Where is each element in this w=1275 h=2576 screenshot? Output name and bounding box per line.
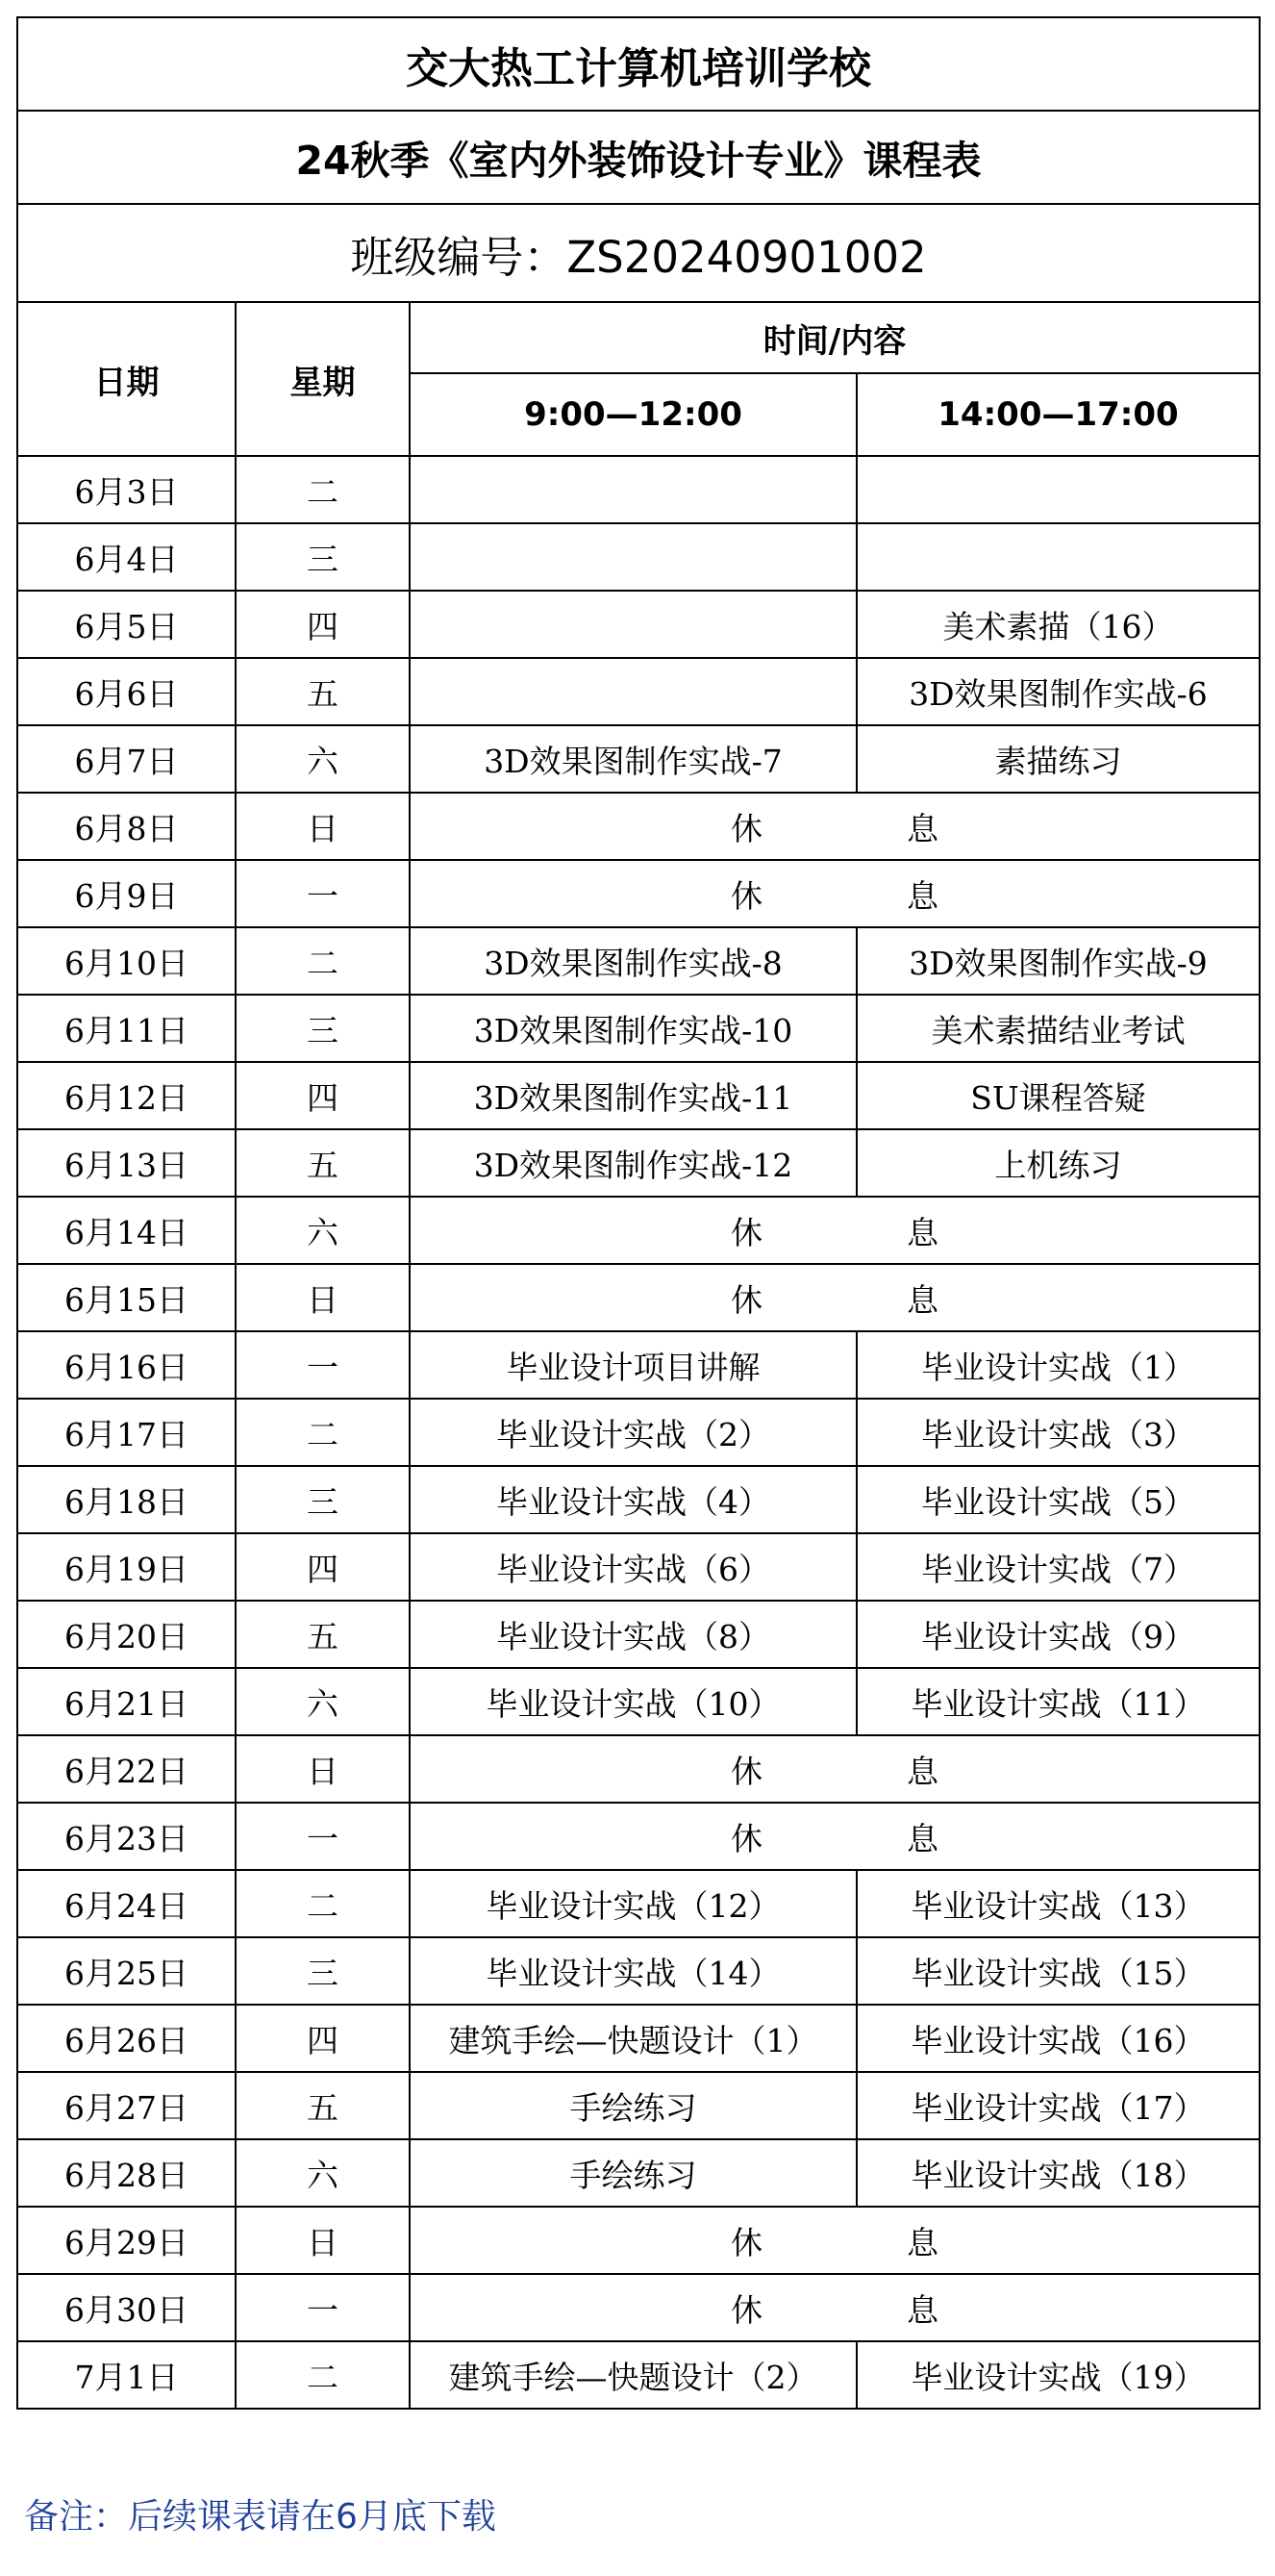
table-row bbox=[17, 1735, 1260, 1803]
rest-label-b: 息 bbox=[907, 809, 938, 847]
weekday-cell: 二 bbox=[236, 927, 410, 995]
weekday-cell: 日 bbox=[236, 2207, 410, 2274]
date-cell: 6月30日 bbox=[17, 2274, 236, 2341]
afternoon-cell: 美术素描结业考试 bbox=[857, 995, 1260, 1062]
date-cell: 6月20日 bbox=[17, 1601, 236, 1668]
afternoon-cell: 3D效果图制作实战-9 bbox=[857, 927, 1260, 995]
morning-cell bbox=[410, 658, 857, 725]
table-row bbox=[17, 1264, 1260, 1331]
afternoon-cell: 毕业设计实战（15） bbox=[857, 1937, 1260, 2005]
weekday-cell: 五 bbox=[236, 1129, 410, 1197]
rest-label-a: 休 bbox=[731, 1819, 762, 1857]
table-row bbox=[17, 2341, 1260, 2409]
weekday-cell: 六 bbox=[236, 1668, 410, 1735]
table-row bbox=[17, 1668, 1260, 1735]
date-cell: 6月21日 bbox=[17, 1668, 236, 1735]
afternoon-cell: 毕业设计实战（11） bbox=[857, 1668, 1260, 1735]
weekday-cell: 四 bbox=[236, 1062, 410, 1129]
rest-label-a: 休 bbox=[731, 1752, 762, 1790]
weekday-cell: 三 bbox=[236, 995, 410, 1062]
table-row bbox=[17, 2139, 1260, 2207]
weekday-cell: 一 bbox=[236, 1331, 410, 1399]
rest-label-a: 休 bbox=[731, 876, 762, 915]
date-cell: 6月11日 bbox=[17, 995, 236, 1062]
afternoon-cell: 毕业设计实战（17） bbox=[857, 2072, 1260, 2139]
rest-label-a: 休 bbox=[731, 1213, 762, 1251]
date-cell: 6月23日 bbox=[17, 1803, 236, 1870]
date-cell: 6月26日 bbox=[17, 2005, 236, 2072]
date-cell: 6月8日 bbox=[17, 793, 236, 860]
afternoon-cell: 毕业设计实战（1） bbox=[857, 1331, 1260, 1399]
rest-label-b: 息 bbox=[907, 1280, 938, 1319]
morning-cell: 手绘练习 bbox=[410, 2072, 857, 2139]
schedule-table bbox=[16, 16, 1261, 2410]
afternoon-cell: 上机练习 bbox=[857, 1129, 1260, 1197]
date-cell: 6月9日 bbox=[17, 860, 236, 927]
table-row bbox=[17, 1331, 1260, 1399]
afternoon-cell: 毕业设计实战（19） bbox=[857, 2341, 1260, 2409]
weekday-cell: 一 bbox=[236, 860, 410, 927]
weekday-cell: 三 bbox=[236, 523, 410, 591]
table-row bbox=[17, 1399, 1260, 1466]
header-weekday: 星期 bbox=[236, 302, 410, 456]
course-title: 24秋季《室内外装饰设计专业》课程表 bbox=[17, 111, 1260, 204]
date-cell: 6月5日 bbox=[17, 591, 236, 658]
header-afternoon: 14:00—17:00 bbox=[857, 373, 1260, 456]
morning-cell: 建筑手绘—快题设计（2） bbox=[410, 2341, 857, 2409]
table-row bbox=[17, 1062, 1260, 1129]
table-row bbox=[17, 658, 1260, 725]
school-title: 交大热工计算机培训学校 bbox=[17, 17, 1260, 111]
rest-cell bbox=[410, 1735, 1260, 1803]
morning-cell bbox=[410, 456, 857, 523]
date-cell: 6月4日 bbox=[17, 523, 236, 591]
morning-cell: 毕业设计实战（2） bbox=[410, 1399, 857, 1466]
weekday-cell: 五 bbox=[236, 1601, 410, 1668]
morning-cell: 手绘练习 bbox=[410, 2139, 857, 2207]
table-row bbox=[17, 2207, 1260, 2274]
morning-cell: 3D效果图制作实战-10 bbox=[410, 995, 857, 1062]
table-row bbox=[17, 2274, 1260, 2341]
table-row bbox=[17, 2005, 1260, 2072]
afternoon-cell: 毕业设计实战（13） bbox=[857, 1870, 1260, 1937]
table-row bbox=[17, 1129, 1260, 1197]
weekday-cell: 六 bbox=[236, 1197, 410, 1264]
morning-cell: 3D效果图制作实战-12 bbox=[410, 1129, 857, 1197]
rest-cell bbox=[410, 1264, 1260, 1331]
weekday-cell: 六 bbox=[236, 2139, 410, 2207]
afternoon-cell: 毕业设计实战（5） bbox=[857, 1466, 1260, 1533]
table-row bbox=[17, 860, 1260, 927]
morning-cell: 毕业设计实战（8） bbox=[410, 1601, 857, 1668]
rest-label-b: 息 bbox=[907, 876, 938, 915]
weekday-cell: 三 bbox=[236, 1466, 410, 1533]
header-date: 日期 bbox=[17, 302, 236, 456]
table-row bbox=[17, 793, 1260, 860]
morning-cell: 毕业设计实战（14） bbox=[410, 1937, 857, 2005]
date-cell: 6月25日 bbox=[17, 1937, 236, 2005]
footer-note: 备注：后续课表请在6月底下载 bbox=[24, 2497, 496, 2537]
rest-cell bbox=[410, 2207, 1260, 2274]
date-cell: 6月19日 bbox=[17, 1533, 236, 1601]
date-cell: 6月28日 bbox=[17, 2139, 236, 2207]
weekday-cell: 四 bbox=[236, 2005, 410, 2072]
table-row bbox=[17, 1601, 1260, 1668]
table-row bbox=[17, 591, 1260, 658]
morning-cell bbox=[410, 523, 857, 591]
afternoon-cell bbox=[857, 456, 1260, 523]
afternoon-cell: 毕业设计实战（9） bbox=[857, 1601, 1260, 1668]
date-cell: 6月16日 bbox=[17, 1331, 236, 1399]
morning-cell: 3D效果图制作实战-11 bbox=[410, 1062, 857, 1129]
table-row bbox=[17, 1870, 1260, 1937]
morning-cell: 毕业设计项目讲解 bbox=[410, 1331, 857, 1399]
weekday-cell: 日 bbox=[236, 1264, 410, 1331]
rest-cell bbox=[410, 1197, 1260, 1264]
date-cell: 6月13日 bbox=[17, 1129, 236, 1197]
date-cell: 6月15日 bbox=[17, 1264, 236, 1331]
weekday-cell: 三 bbox=[236, 1937, 410, 2005]
header-morning: 9:00—12:00 bbox=[410, 373, 857, 456]
afternoon-cell bbox=[857, 523, 1260, 591]
morning-cell: 毕业设计实战（6） bbox=[410, 1533, 857, 1601]
rest-cell bbox=[410, 860, 1260, 927]
rest-label-a: 休 bbox=[731, 1280, 762, 1319]
table-row bbox=[17, 995, 1260, 1062]
date-cell: 7月1日 bbox=[17, 2341, 236, 2409]
date-cell: 6月14日 bbox=[17, 1197, 236, 1264]
table-row bbox=[17, 1803, 1260, 1870]
weekday-cell: 日 bbox=[236, 793, 410, 860]
table-row bbox=[17, 456, 1260, 523]
table-row bbox=[17, 1937, 1260, 2005]
afternoon-cell: 毕业设计实战（3） bbox=[857, 1399, 1260, 1466]
date-cell: 6月29日 bbox=[17, 2207, 236, 2274]
weekday-cell: 六 bbox=[236, 725, 410, 793]
weekday-cell: 二 bbox=[236, 2341, 410, 2409]
afternoon-cell: 美术素描（16） bbox=[857, 591, 1260, 658]
afternoon-cell: 毕业设计实战（16） bbox=[857, 2005, 1260, 2072]
weekday-cell: 日 bbox=[236, 1735, 410, 1803]
header-time-content: 时间/内容 bbox=[410, 302, 1260, 373]
weekday-cell: 四 bbox=[236, 1533, 410, 1601]
weekday-cell: 一 bbox=[236, 1803, 410, 1870]
table-row bbox=[17, 927, 1260, 995]
morning-cell bbox=[410, 591, 857, 658]
rest-label-a: 休 bbox=[731, 2290, 762, 2329]
rest-cell bbox=[410, 2274, 1260, 2341]
date-cell: 6月10日 bbox=[17, 927, 236, 995]
date-cell: 6月3日 bbox=[17, 456, 236, 523]
table-row bbox=[17, 523, 1260, 591]
date-cell: 6月12日 bbox=[17, 1062, 236, 1129]
weekday-cell: 五 bbox=[236, 2072, 410, 2139]
rest-label-b: 息 bbox=[907, 1213, 938, 1251]
afternoon-cell: SU课程答疑 bbox=[857, 1062, 1260, 1129]
table-row bbox=[17, 725, 1260, 793]
morning-cell: 建筑手绘—快题设计（1） bbox=[410, 2005, 857, 2072]
rest-label-b: 息 bbox=[907, 1819, 938, 1857]
afternoon-cell: 素描练习 bbox=[857, 725, 1260, 793]
table-row bbox=[17, 1197, 1260, 1264]
class-number: 班级编号：ZS20240901002 bbox=[17, 204, 1260, 302]
date-cell: 6月18日 bbox=[17, 1466, 236, 1533]
rest-label-a: 休 bbox=[731, 809, 762, 847]
morning-cell: 毕业设计实战（4） bbox=[410, 1466, 857, 1533]
date-cell: 6月22日 bbox=[17, 1735, 236, 1803]
weekday-cell: 四 bbox=[236, 591, 410, 658]
afternoon-cell: 毕业设计实战（7） bbox=[857, 1533, 1260, 1601]
rest-cell bbox=[410, 1803, 1260, 1870]
morning-cell: 毕业设计实战（10） bbox=[410, 1668, 857, 1735]
afternoon-cell: 毕业设计实战（18） bbox=[857, 2139, 1260, 2207]
table-row bbox=[17, 2072, 1260, 2139]
morning-cell: 3D效果图制作实战-8 bbox=[410, 927, 857, 995]
afternoon-cell: 3D效果图制作实战-6 bbox=[857, 658, 1260, 725]
weekday-cell: 二 bbox=[236, 456, 410, 523]
date-cell: 6月7日 bbox=[17, 725, 236, 793]
weekday-cell: 二 bbox=[236, 1399, 410, 1466]
rest-label-a: 休 bbox=[731, 2223, 762, 2261]
weekday-cell: 五 bbox=[236, 658, 410, 725]
weekday-cell: 一 bbox=[236, 2274, 410, 2341]
date-cell: 6月17日 bbox=[17, 1399, 236, 1466]
morning-cell: 3D效果图制作实战-7 bbox=[410, 725, 857, 793]
rest-label-b: 息 bbox=[907, 2290, 938, 2329]
rest-label-b: 息 bbox=[907, 2223, 938, 2261]
rest-cell bbox=[410, 793, 1260, 860]
morning-cell: 毕业设计实战（12） bbox=[410, 1870, 857, 1937]
date-cell: 6月24日 bbox=[17, 1870, 236, 1937]
date-cell: 6月27日 bbox=[17, 2072, 236, 2139]
table-row bbox=[17, 1466, 1260, 1533]
weekday-cell: 二 bbox=[236, 1870, 410, 1937]
table-row bbox=[17, 1533, 1260, 1601]
rest-label-b: 息 bbox=[907, 1752, 938, 1790]
date-cell: 6月6日 bbox=[17, 658, 236, 725]
